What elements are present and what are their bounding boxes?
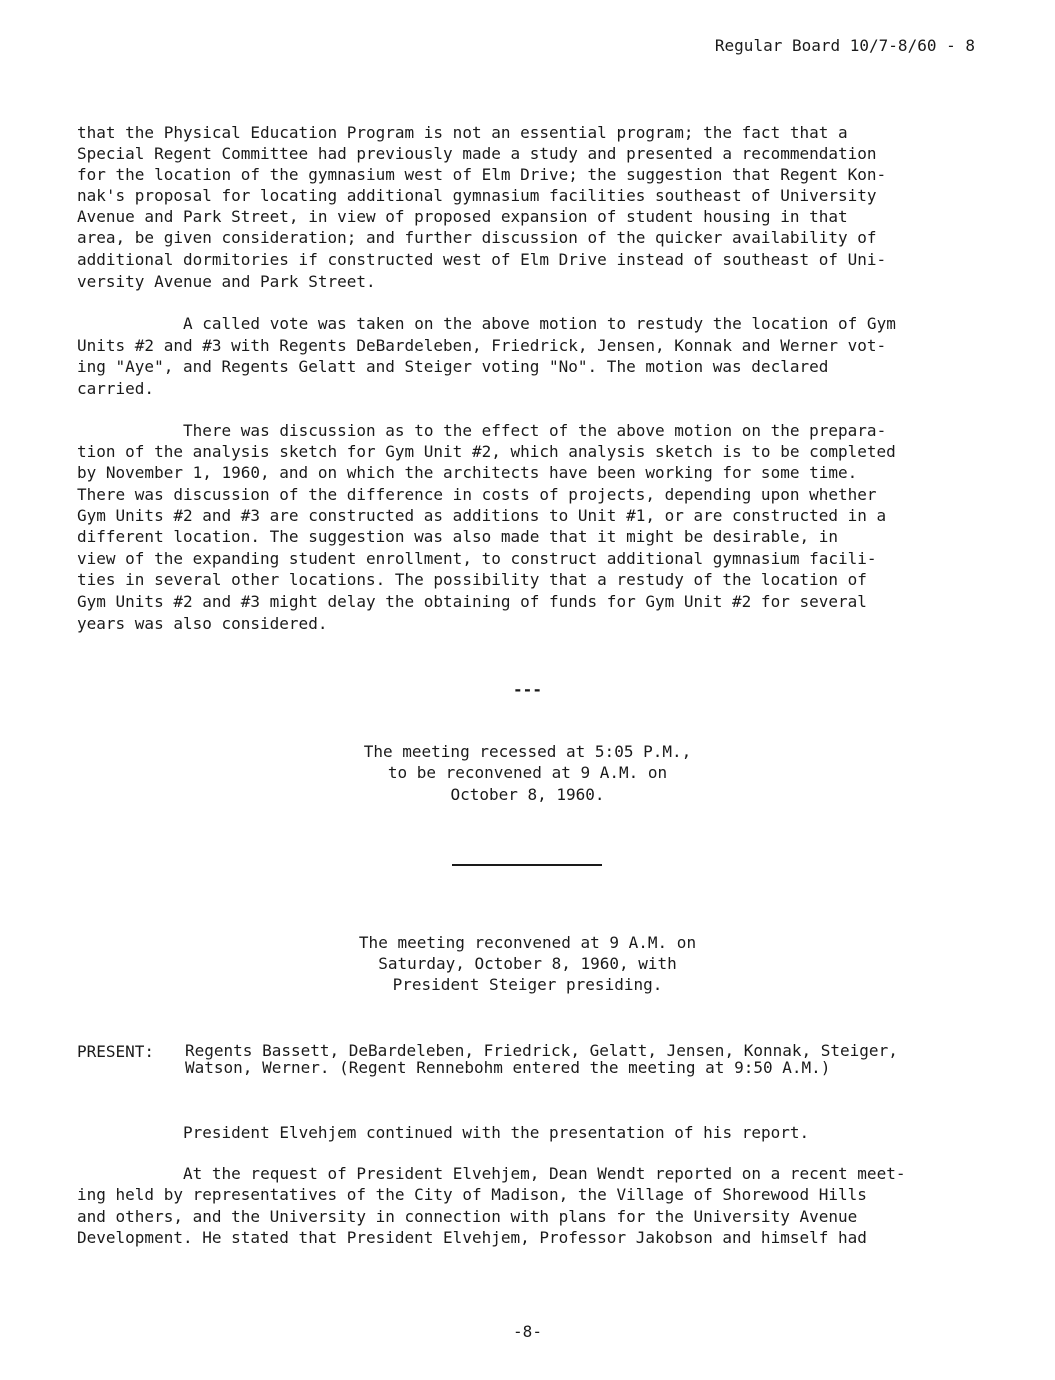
paragraph-line: view of the expanding student enrollment, to construct additional gymnasium facili- xyxy=(77,549,877,568)
present-label: PRESENT: xyxy=(77,1042,155,1061)
paragraph-line: There was discussion as to the effect of the above motion on the prepara- xyxy=(183,421,887,440)
paragraph-line: Special Regent Committee had previously made a study and presented a recommendation xyxy=(77,144,877,163)
horizontal-rule xyxy=(452,864,602,866)
paragraph-line: Development. He stated that President Elvehjem, Professor Jakobson and himself had xyxy=(77,1228,867,1247)
paragraph-line: Avenue and Park Street, in view of proposed expansion of student housing in that xyxy=(77,207,848,226)
paragraph-line: ing "Aye", and Regents Gelatt and Steiger voting "No". The motion was declared xyxy=(77,357,829,376)
section-separator: --- xyxy=(513,680,542,699)
present-line: Watson, Werner. (Regent Rennebohm entered the meeting at 9:50 A.M.) xyxy=(185,1058,831,1077)
paragraph-line: At the request of President Elvehjem, Dean Wendt reported on a recent meet- xyxy=(183,1164,906,1183)
paragraph-line: area, be given consideration; and further discussion of the quicker availability of xyxy=(77,228,877,247)
notice-line: The meeting reconvened at 9 A.M. on xyxy=(358,933,697,952)
paragraph-line: tion of the analysis sketch for Gym Unit #2, which analysis sketch is to be completed xyxy=(77,442,896,461)
paragraph-line: carried. xyxy=(77,379,155,398)
paragraph-line: different location. The suggestion was also made that it might be desirable, in xyxy=(77,527,838,546)
paragraph-line: that the Physical Education Program is not an essential program; the fact that a xyxy=(77,123,848,142)
paragraph-line: ties in several other locations. The possibility that a restudy of the location of xyxy=(77,570,867,589)
notice-line: President Steiger presiding. xyxy=(392,975,663,994)
running-head: Regular Board 10/7-8/60 - 8 xyxy=(714,36,975,55)
paragraph-line: Units #2 and #3 with Regents DeBardeleben, Friedrick, Jensen, Konnak and Werner vot- xyxy=(77,336,887,355)
notice-line: October 8, 1960. xyxy=(450,785,605,804)
paragraph-line: years was also considered. xyxy=(77,614,328,633)
page-number: -8- xyxy=(513,1322,542,1341)
paragraph-line: Gym Units #2 and #3 might delay the obtaining of funds for Gym Unit #2 for several xyxy=(77,592,867,611)
paragraph-line: for the location of the gymnasium west of Elm Drive; the suggestion that Regent Kon- xyxy=(77,165,887,184)
notice-line: The meeting recessed at 5:05 P.M., xyxy=(363,742,692,761)
paragraph-line: President Elvehjem continued with the presentation of his report. xyxy=(183,1123,810,1142)
paragraph-line: by November 1, 1960, and on which the architects have been working for some time. xyxy=(77,463,858,482)
paragraph-line: Gym Units #2 and #3 are constructed as additions to Unit #1, or are constructed in a xyxy=(77,506,887,525)
present-line: Regents Bassett, DeBardeleben, Friedrick, Gelatt, Jensen, Konnak, Steiger, xyxy=(185,1041,898,1060)
paragraph-line: A called vote was taken on the above motion to restudy the location of Gym xyxy=(183,314,896,333)
paragraph-line: and others, and the University in connection with plans for the University Avenue xyxy=(77,1207,858,1226)
paragraph-line: versity Avenue and Park Street. xyxy=(77,272,376,291)
notice-line: Saturday, October 8, 1960, with xyxy=(378,954,677,973)
paragraph-line: There was discussion of the difference in costs of projects, depending upon whether xyxy=(77,485,877,504)
notice-line: to be reconvened at 9 A.M. on xyxy=(387,763,668,782)
paragraph-line: additional dormitories if constructed west of Elm Drive instead of southeast of Uni- xyxy=(77,250,887,269)
paragraph-line: nak's proposal for locating additional gymnasium facilities southeast of University xyxy=(77,186,877,205)
paragraph-line: ing held by representatives of the City of Madison, the Village of Shorewood Hills xyxy=(77,1185,867,1204)
